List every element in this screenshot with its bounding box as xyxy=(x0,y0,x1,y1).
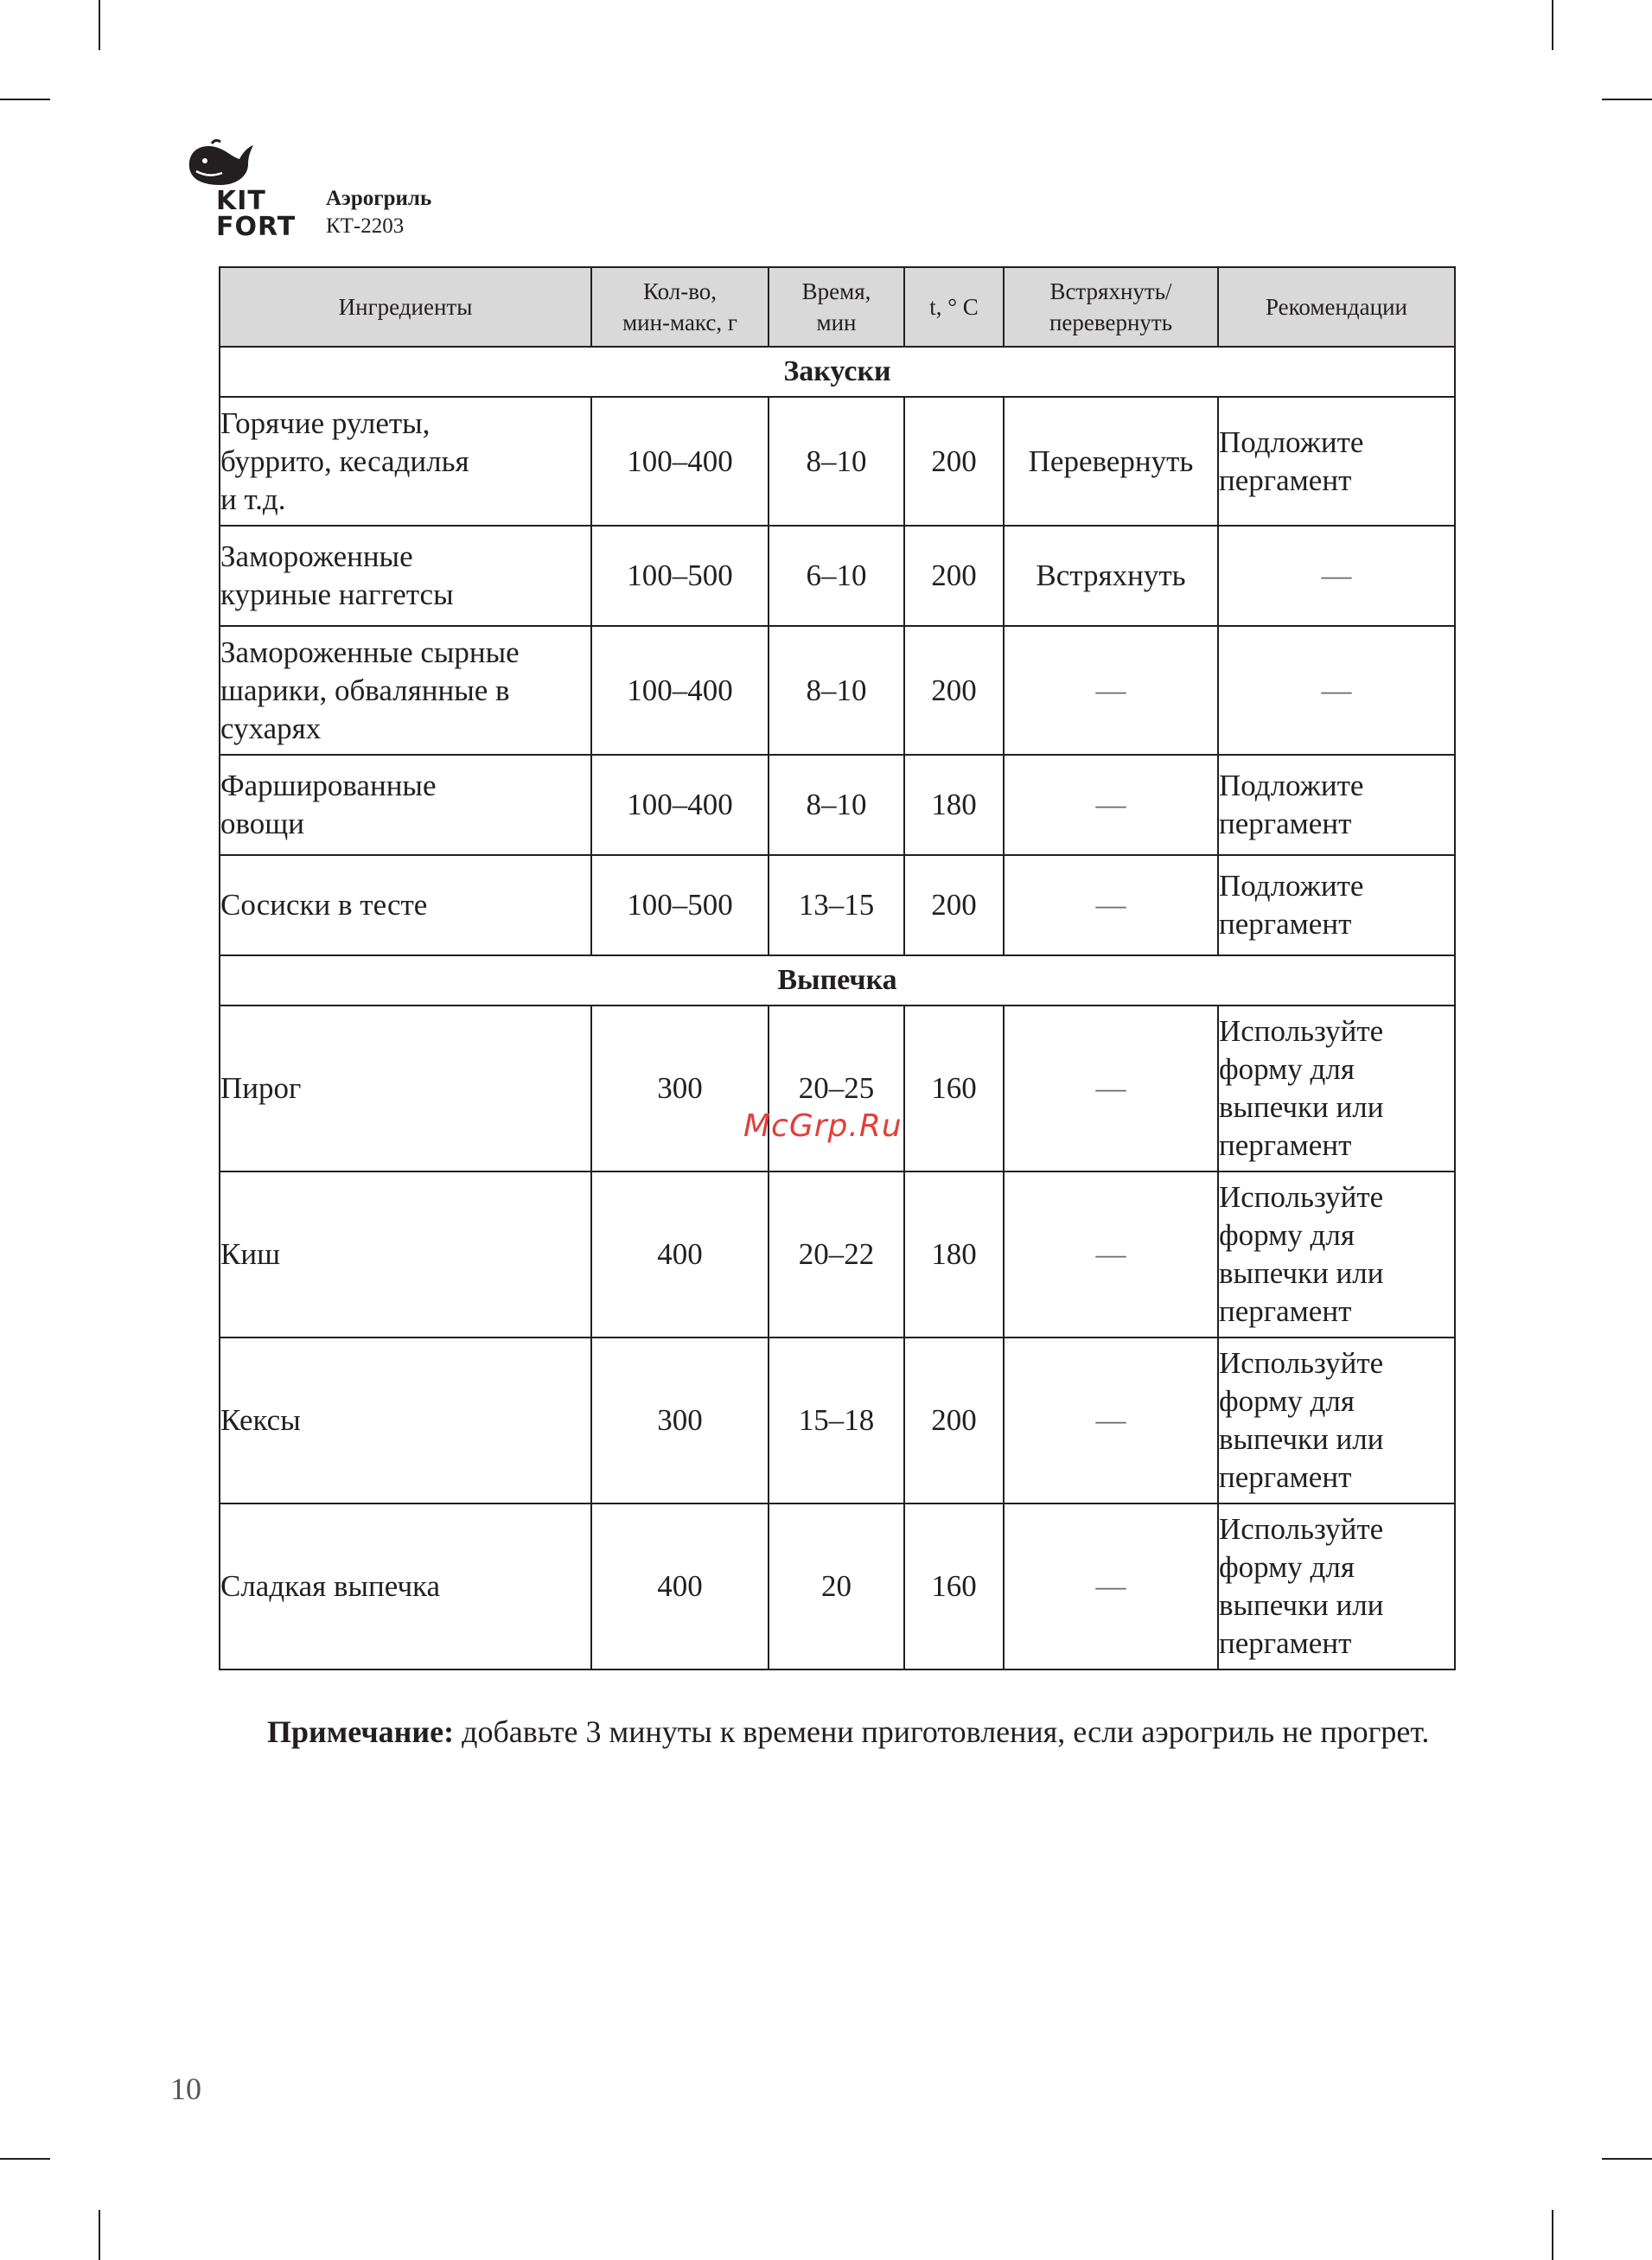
crop-mark xyxy=(1552,2210,1553,2260)
time-cell: 8–10 xyxy=(769,626,904,755)
table-header-row xyxy=(220,267,1455,347)
ingredient-cell: Пирог xyxy=(220,1006,591,1171)
crop-mark xyxy=(1602,2158,1652,2160)
quantity-cell: 100–400 xyxy=(591,626,769,755)
quantity-cell: 300 xyxy=(591,1337,769,1503)
recommendation-cell: Используйте форму для выпечки или пергамент xyxy=(1218,1171,1455,1337)
quantity-cell: 300 xyxy=(591,1006,769,1171)
recommendation-cell: Подложите пергамент xyxy=(1218,397,1455,526)
temperature-cell: 200 xyxy=(904,526,1004,626)
crop-mark xyxy=(0,99,50,100)
crop-mark xyxy=(99,2210,100,2260)
temperature-cell: 180 xyxy=(904,755,1004,855)
action-cell: — xyxy=(1004,1337,1218,1503)
temperature-cell: 200 xyxy=(904,626,1004,755)
quantity-cell: 100–500 xyxy=(591,855,769,955)
action-cell: Встряхнуть xyxy=(1004,526,1218,626)
table-row xyxy=(220,526,1455,626)
table-row xyxy=(220,1503,1455,1669)
recommendation-cell: Подложите пергамент xyxy=(1218,755,1455,855)
header-shake-flip: Встряхнуть/ перевернуть xyxy=(1004,267,1218,347)
whale-icon xyxy=(186,138,255,187)
time-cell: 15–18 xyxy=(769,1337,904,1503)
quantity-cell: 400 xyxy=(591,1171,769,1337)
header-quantity: Кол-во, мин-макс, г xyxy=(591,267,769,347)
temperature-cell: 200 xyxy=(904,1337,1004,1503)
table-row xyxy=(220,855,1455,955)
watermark: McGrp.Ru xyxy=(743,1108,903,1144)
ingredient-cell: Сосиски в тесте xyxy=(220,855,591,955)
recommendation-cell: Используйте форму для выпечки или пергамент xyxy=(1218,1006,1455,1171)
action-cell: — xyxy=(1004,755,1218,855)
page-number: 10 xyxy=(170,2072,201,2106)
table-row xyxy=(220,397,1455,526)
product-model: КТ-2203 xyxy=(326,214,405,238)
action-cell: Перевернуть xyxy=(1004,397,1218,526)
time-cell: 20 xyxy=(769,1503,904,1669)
time-cell: 20–22 xyxy=(769,1171,904,1337)
action-cell: — xyxy=(1004,855,1218,955)
table-row xyxy=(220,1006,1455,1171)
action-cell: — xyxy=(1004,1006,1218,1171)
quantity-cell: 100–500 xyxy=(591,526,769,626)
section-row xyxy=(220,347,1455,397)
time-cell: 6–10 xyxy=(769,526,904,626)
action-cell: — xyxy=(1004,626,1218,755)
ingredient-cell: Замороженные куриные наггетсы xyxy=(220,526,591,626)
recommendation-cell: Подложите пергамент xyxy=(1218,855,1455,955)
crop-mark xyxy=(1602,99,1652,100)
recommendation-cell: Используйте форму для выпечки или пергамент xyxy=(1218,1337,1455,1503)
time-cell: 20–25 xyxy=(769,1006,904,1171)
product-name: Аэрогриль xyxy=(326,187,432,210)
recommendation-cell: Используйте форму для выпечки или пергамент xyxy=(1218,1503,1455,1669)
temperature-cell: 160 xyxy=(904,1503,1004,1669)
time-cell: 8–10 xyxy=(769,755,904,855)
header-recommendations: Рекомендации xyxy=(1218,267,1455,347)
recommendation-cell: — xyxy=(1218,526,1455,626)
action-cell: — xyxy=(1004,1503,1218,1669)
ingredient-cell: Сладкая выпечка xyxy=(220,1503,591,1669)
temperature-cell: 200 xyxy=(904,397,1004,526)
action-cell: — xyxy=(1004,1171,1218,1337)
table-row xyxy=(220,626,1455,755)
logo-wordmark: KIT FORT xyxy=(216,186,297,242)
section-title: Выпечка xyxy=(220,955,1455,1006)
temperature-cell: 180 xyxy=(904,1171,1004,1337)
header-temperature: t, ° C xyxy=(904,267,1004,347)
table-row xyxy=(220,1337,1455,1503)
cooking-table xyxy=(219,266,1456,1670)
temperature-cell: 200 xyxy=(904,855,1004,955)
time-cell: 8–10 xyxy=(769,397,904,526)
recommendation-cell: — xyxy=(1218,626,1455,755)
quantity-cell: 100–400 xyxy=(591,755,769,855)
temperature-cell: 160 xyxy=(904,1006,1004,1171)
brand-logo xyxy=(186,138,298,242)
table-row xyxy=(220,755,1455,855)
ingredient-cell: Горячие рулеты, буррито, кесадилья и т.д. xyxy=(220,397,591,526)
page-header xyxy=(186,138,791,242)
time-cell: 13–15 xyxy=(769,855,904,955)
ingredient-cell: Замороженные сырные шарики, обвалянные в сухарях xyxy=(220,626,591,755)
header-time: Время, мин xyxy=(769,267,904,347)
crop-mark xyxy=(1552,0,1553,50)
crop-mark xyxy=(0,2158,50,2160)
product-info xyxy=(326,185,431,240)
ingredient-cell: Киш xyxy=(220,1171,591,1337)
quantity-cell: 100–400 xyxy=(591,397,769,526)
crop-mark xyxy=(99,0,100,50)
note-label: Примечание: xyxy=(267,1714,455,1749)
note-paragraph xyxy=(219,1713,1454,1751)
ingredient-cell: Кексы xyxy=(220,1337,591,1503)
table-row xyxy=(220,1171,1455,1337)
section-title: Закуски xyxy=(220,347,1455,397)
ingredient-cell: Фаршированные овощи xyxy=(220,755,591,855)
quantity-cell: 400 xyxy=(591,1503,769,1669)
header-ingredients: Ингредиенты xyxy=(220,267,591,347)
note-text: добавьте 3 минуты к времени приготовления, если аэрогриль не прогрет. xyxy=(454,1714,1430,1749)
section-row xyxy=(220,955,1455,1006)
